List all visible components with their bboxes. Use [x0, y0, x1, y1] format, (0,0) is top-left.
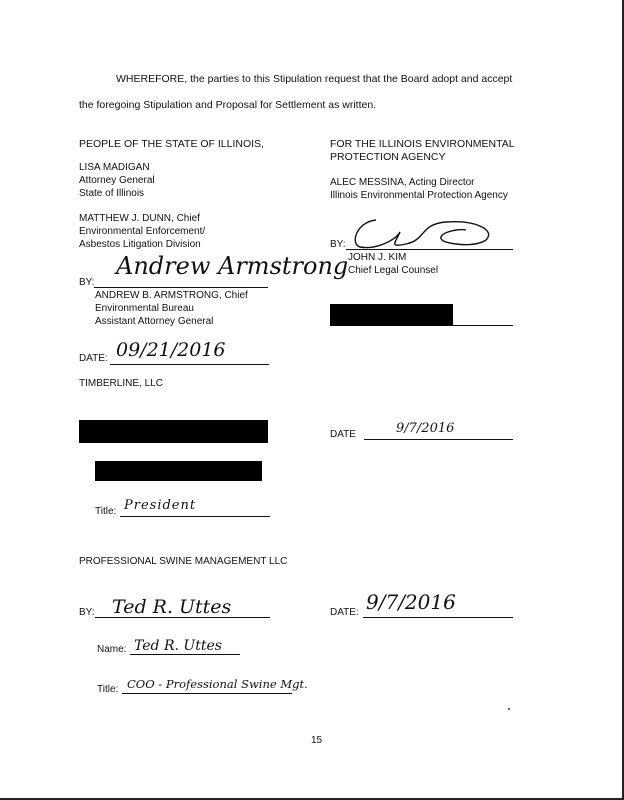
- people-heading: PEOPLE OF THE STATE OF ILLINOIS,: [79, 138, 264, 150]
- timberline-title-label: Title:: [95, 506, 117, 517]
- chief-division-1: Environmental Enforcement/: [79, 226, 206, 237]
- redaction-box: [79, 420, 268, 443]
- timberline-heading: TIMBERLINE, LLC: [79, 378, 163, 389]
- ag-state: State of Illinois: [79, 188, 145, 199]
- timberline-date-line: [364, 439, 513, 440]
- swine-title-label: Title:: [97, 684, 119, 695]
- swine-date-value: 9/7/2016: [366, 590, 456, 614]
- people-date-label: DATE:: [79, 353, 108, 364]
- director-org: Illinois Environmental Protection Agency: [330, 190, 508, 201]
- chief-name: MATTHEW J. DUNN, Chief: [79, 213, 200, 224]
- enforcement-chief-block: [79, 212, 205, 251]
- speck: [508, 708, 510, 710]
- redaction-box: [330, 304, 453, 326]
- kim-block: [348, 251, 438, 277]
- agency-heading-1: FOR THE ILLINOIS ENVIRONMENTAL: [330, 138, 515, 150]
- intro-line-1: WHEREFORE, the parties to this Stipulation request that the Board adopt and accept: [116, 73, 513, 85]
- chief-division-2: Asbestos Litigation Division: [79, 239, 201, 250]
- uttes-signature: Ted R. Uttes: [112, 596, 232, 618]
- armstrong-signature: Andrew Armstrong: [116, 252, 349, 280]
- swine-name-line: [130, 654, 240, 655]
- kim-title: Chief Legal Counsel: [348, 265, 439, 276]
- swine-name-value: Ted R. Uttes: [134, 638, 222, 654]
- swine-date-label: DATE:: [330, 607, 359, 618]
- director-block: [330, 176, 508, 202]
- agency-heading-2: PROTECTION AGENCY: [330, 151, 446, 163]
- timberline-title-value: President: [124, 498, 197, 513]
- timberline-date-label: DATE: [330, 429, 356, 440]
- director-name: ALEC MESSINA, Acting Director: [330, 177, 475, 188]
- swine-name-label: Name:: [97, 644, 127, 655]
- kim-signature-mark: [346, 214, 496, 254]
- kim-signature-text: [520, 236, 523, 237]
- people-date-value: 09/21/2016: [116, 339, 226, 361]
- armstrong-name: ANDREW B. ARMSTRONG, Chief: [95, 290, 248, 301]
- ag-title: Attorney General: [79, 175, 155, 186]
- redaction-box: [95, 461, 262, 481]
- attorney-general-block: [79, 161, 155, 200]
- swine-heading: PROFESSIONAL SWINE MANAGEMENT LLC: [79, 556, 288, 567]
- swine-title-value: COO - Professional Swine Mgt.: [127, 677, 308, 691]
- swine-date-line: [363, 617, 513, 618]
- agency-heading: [330, 138, 515, 164]
- intro-line-2: the foregoing Stipulation and Proposal for Settlement as written.: [79, 99, 377, 111]
- armstrong-block: [95, 289, 248, 328]
- kim-name: JOHN J. KIM: [348, 252, 407, 263]
- page-number: 15: [311, 735, 323, 746]
- swine-by-label: BY:: [79, 607, 95, 618]
- swine-title-line: [122, 693, 292, 694]
- armstrong-bureau: Environmental Bureau: [95, 303, 194, 314]
- ag-name: LISA MADIGAN: [79, 162, 150, 173]
- people-by-label: BY:: [79, 277, 95, 288]
- timberline-date-value: 9/7/2016: [396, 421, 455, 436]
- agency-by-label: BY:: [330, 239, 346, 250]
- armstrong-title: Assistant Attorney General: [95, 316, 214, 327]
- people-date-line: [110, 364, 269, 365]
- timberline-title-line: [120, 516, 270, 517]
- agency-date-line: [453, 325, 513, 326]
- people-signature-line: [94, 287, 268, 288]
